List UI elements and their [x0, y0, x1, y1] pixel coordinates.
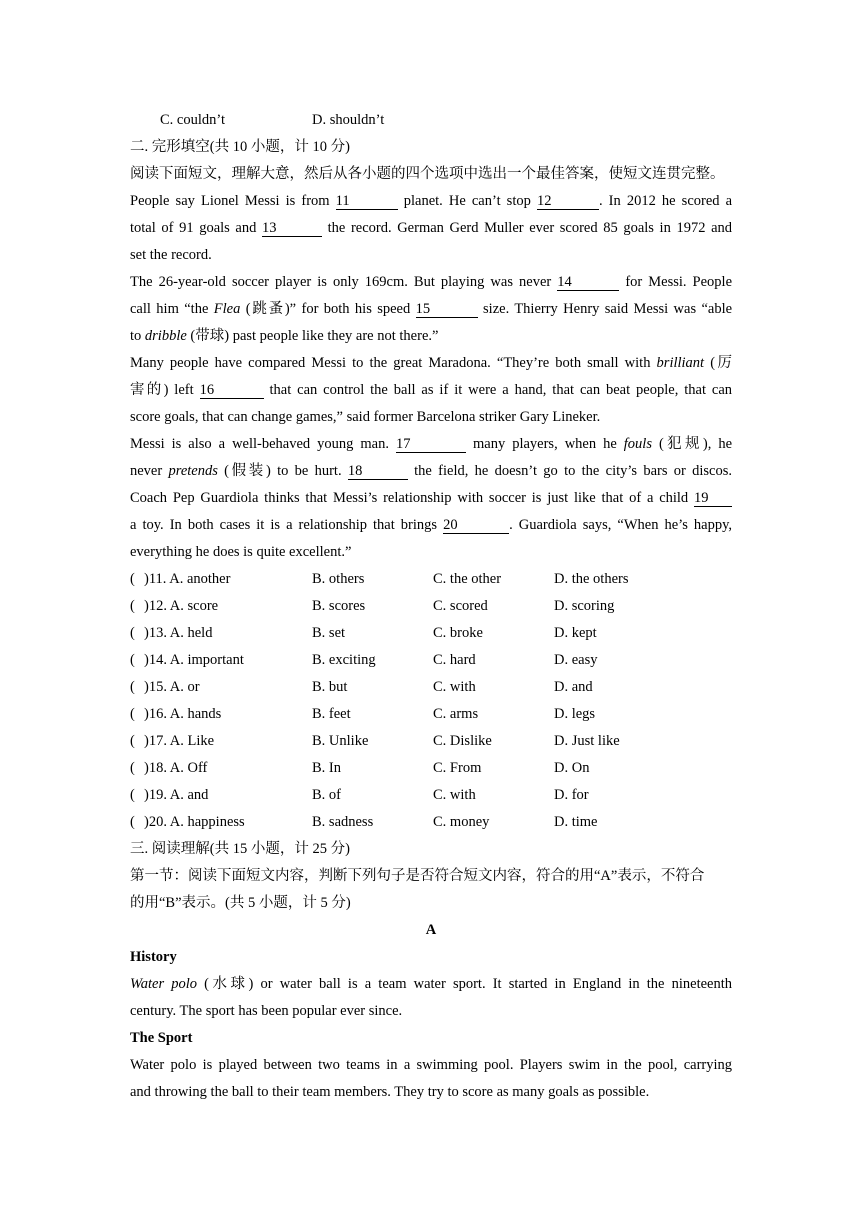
option-b: B. but [312, 679, 348, 695]
option-c: C. the other [433, 571, 502, 587]
option-d: D. On [554, 760, 590, 776]
option-a: )12. A. score [144, 598, 219, 614]
blank-13: 13 [262, 220, 322, 237]
passage-letter: A [425, 922, 437, 938]
option-a: )15. A. or [144, 679, 200, 695]
section2-instruction: 阅读下面短文，理解大意，然后从各小题的四个选项中选出一个最佳答案，使短文连贯完整。 [130, 166, 725, 182]
option-b: B. others [312, 571, 365, 587]
option-c: C. broke [433, 625, 483, 641]
option-b: B. Unlike [312, 733, 369, 749]
sport-line: Water polo is played between two teams in a swimming pool. Players swim in the pool, carrying [130, 1057, 732, 1073]
option-a: )11. A. another [144, 571, 231, 587]
passage-line: Many people have compared Messi to the great Maradona. “They’re both small with brilliant (厉 [130, 355, 732, 371]
section2-heading: 二. 完形填空(共 10 小题，计 10 分) [130, 139, 350, 155]
passage-line: 害的) left 16 that can control the ball as if it were a hand, that can beat people, that can [130, 382, 733, 398]
option-a: )17. A. Like [144, 733, 215, 749]
section3-instruction: 第一节：阅读下面短文内容，判断下列句子是否符合短文内容，符合的用“A”表示，不符合 [130, 868, 705, 884]
prev-options-row [130, 107, 732, 134]
option-c: C. with [433, 787, 476, 803]
question-row: ( )15. A. or B. but C. with D. and [130, 674, 732, 701]
sport-title: The Sport [130, 1030, 193, 1046]
passage-line: The 26-year-old soccer player is only 169cm. But playing was never 14 for Messi. People [130, 274, 733, 290]
passage-line: score goals, that can change games,” said former Barcelona striker Gary Lineker. [130, 409, 601, 425]
passage-line: set the record. [130, 247, 212, 263]
option-a: )16. A. hands [144, 706, 222, 722]
option-d: D. scoring [554, 598, 615, 614]
question-row: ( )20. A. happiness B. sadness C. money D. time [130, 809, 732, 836]
option-b: B. of [312, 787, 341, 803]
option-c: C. with [433, 679, 476, 695]
blank-17: 17 [396, 436, 466, 453]
history-line: Water polo (水球) or water ball is a team water sport. It started in England in the nineteenth [130, 976, 732, 992]
question-row: ( )16. A. hands B. feet C. arms D. legs [130, 701, 732, 728]
section3-instruction-cont: 的用“B”表示。(共 5 小题，计 5 分) [130, 895, 351, 911]
option-a: )14. A. important [144, 652, 244, 668]
option-d: D. the others [554, 571, 629, 587]
exam-page [130, 107, 732, 1106]
sport-line: and throwing the ball to their team members. They try to score as many goals as possible. [130, 1084, 650, 1100]
blank-12: 12 [537, 193, 599, 210]
question-row: ( )11. A. another B. others C. the other D. the others [130, 566, 732, 593]
question-row: ( )13. A. held B. set C. broke D. kept [130, 620, 732, 647]
option-b: B. exciting [312, 652, 376, 668]
passage-line: People say Lionel Messi is from 11 planet. He can’t stop 12 . In 2012 he scored a [130, 193, 733, 209]
option-b: B. In [312, 760, 341, 776]
option-c: C. couldn’t [160, 112, 225, 128]
passage-line: everything he does is quite excellent.” [130, 544, 352, 560]
question-row: ( )19. A. and B. of C. with D. for [130, 782, 732, 809]
blank-19: 19 [694, 490, 732, 507]
option-b: B. sadness [312, 814, 374, 830]
option-b: B. scores [312, 598, 366, 614]
option-c: C. From [433, 760, 482, 776]
passage-line: call him “the Flea (跳蚤)” for both his speed 15 size. Thierry Henry said Messi was “able [130, 301, 733, 317]
section3-heading: 三. 阅读理解(共 15 小题，计 25 分) [130, 841, 350, 857]
option-d: D. shouldn’t [312, 112, 385, 128]
passage-line: a toy. In both cases it is a relationship that brings 20 . Guardiola says, “When he’s happy, [130, 517, 733, 533]
option-c: C. scored [433, 598, 488, 614]
option-d: D. time [554, 814, 598, 830]
option-c: C. money [433, 814, 490, 830]
blank-11: 11 [336, 193, 398, 210]
blank-14: 14 [557, 274, 619, 291]
passage-line: total of 91 goals and 13 the record. German Gerd Muller ever scored 85 goals in 1972 and [130, 220, 733, 236]
history-title: History [130, 949, 177, 965]
option-a: )19. A. and [144, 787, 209, 803]
option-a: )20. A. happiness [144, 814, 245, 830]
option-d: D. Just like [554, 733, 620, 749]
question-row: ( )17. A. Like B. Unlike C. Dislike D. Just like [130, 728, 732, 755]
passage-line: Messi is also a well-behaved young man. 17 many players, when he fouls (犯规), he [130, 436, 733, 452]
passage-line: Coach Pep Guardiola thinks that Messi’s relationship with soccer is just like that of a child 19 [130, 485, 732, 512]
history-line: century. The sport has been popular ever since. [130, 1003, 403, 1019]
option-d: D. for [554, 787, 589, 803]
option-a: )13. A. held [144, 625, 213, 641]
question-row: ( )12. A. score B. scores C. scored D. scoring [130, 593, 732, 620]
option-b: B. feet [312, 706, 351, 722]
question-row: ( )14. A. important B. exciting C. hard D. easy [130, 647, 732, 674]
option-b: B. set [312, 625, 346, 641]
blank-16: 16 [200, 382, 264, 399]
passage-line: never pretends (假装) to be hurt. 18 the field, he doesn’t go to the city’s bars or discos. [130, 463, 732, 479]
option-d: D. kept [554, 625, 597, 641]
option-d: D. and [554, 679, 593, 695]
option-d: D. easy [554, 652, 598, 668]
blank-15: 15 [416, 301, 478, 318]
option-c: C. arms [433, 706, 479, 722]
blank-20: 20 [443, 517, 509, 534]
blank-18: 18 [348, 463, 408, 480]
passage-line: to dribble (带球) past people like they are not there.” [130, 328, 439, 344]
option-d: D. legs [554, 706, 596, 722]
option-c: C. Dislike [433, 733, 492, 749]
option-c: C. hard [433, 652, 476, 668]
question-row: ( )18. A. Off B. In C. From D. On [130, 755, 732, 782]
option-a: )18. A. Off [144, 760, 208, 776]
